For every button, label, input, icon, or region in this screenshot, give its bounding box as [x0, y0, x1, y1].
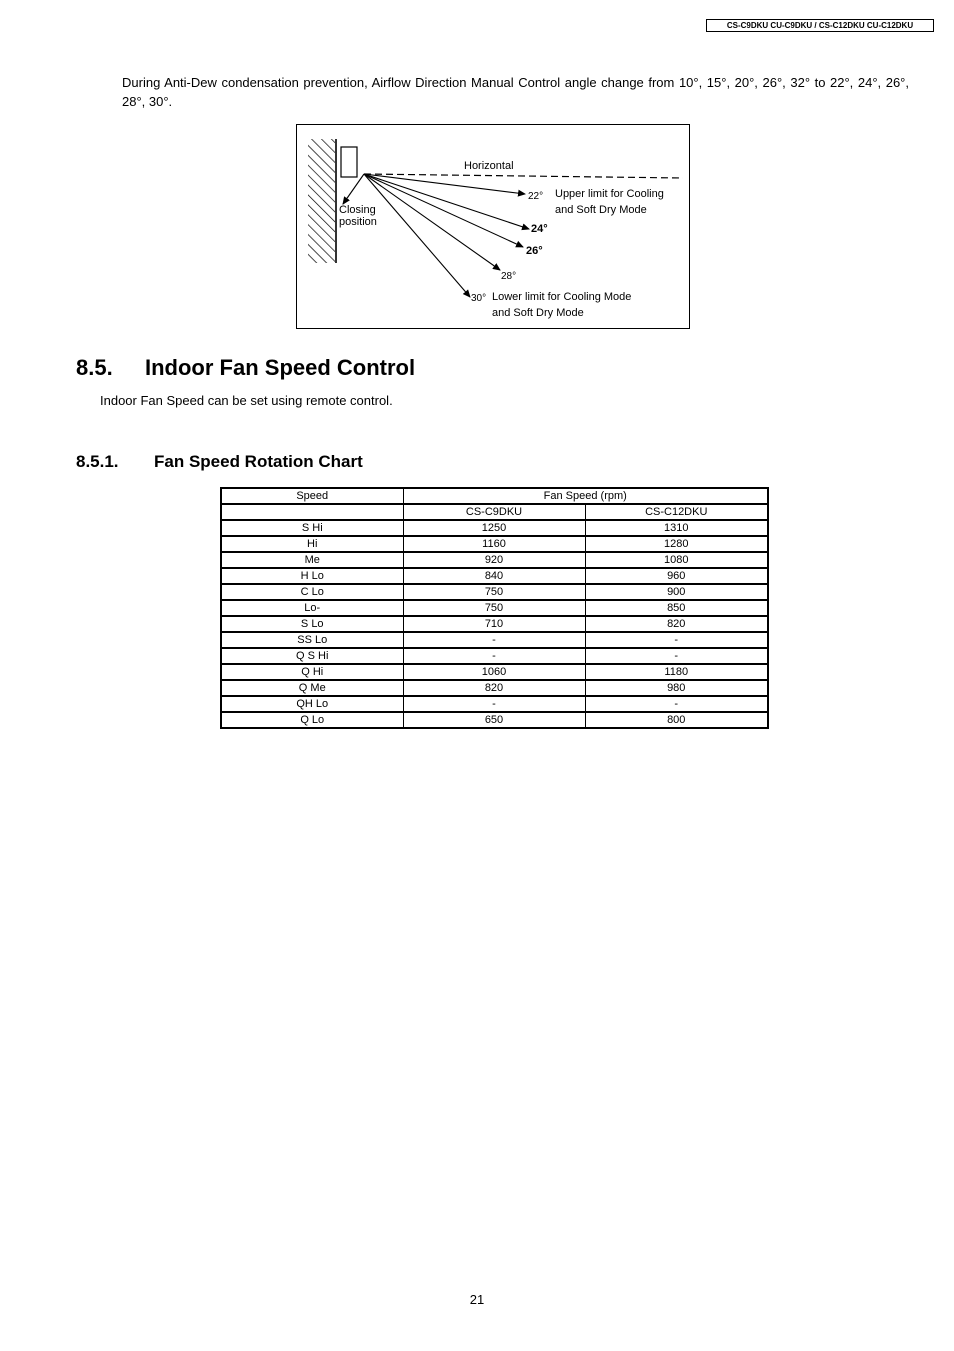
cell-c9dku: 840 — [403, 568, 585, 584]
label-angle-22: 22° — [528, 191, 544, 202]
label-closing-2: position — [339, 216, 377, 228]
header-model-1: CS-C9DKU — [403, 504, 585, 520]
section-description: Indoor Fan Speed can be set using remote control. — [100, 393, 393, 408]
cell-speed: Lo- — [221, 600, 403, 616]
wall-hatching — [308, 139, 335, 263]
subsection-title: Fan Speed Rotation Chart — [154, 452, 363, 471]
cell-c12dku: 1080 — [585, 552, 768, 568]
table-row — [221, 600, 768, 616]
horizontal-line — [364, 174, 683, 178]
label-closing-1: Closing — [339, 204, 376, 216]
intro-paragraph: During Anti-Dew condensation prevention, Airflow Direction Manual Control angle change from 10°, 15°, 20°, 26°, 32° to 22°, 24°, 26°, 28°, 30°. — [122, 75, 909, 109]
cell-c12dku: 800 — [585, 712, 768, 728]
cell-c9dku: 1060 — [403, 664, 585, 680]
cell-c12dku: 1310 — [585, 520, 768, 536]
section-title: Indoor Fan Speed Control — [145, 355, 416, 380]
cell-c12dku: 1280 — [585, 536, 768, 552]
table-row — [221, 536, 768, 552]
cell-speed: Q Hi — [221, 664, 403, 680]
label-upper-2: and Soft Dry Mode — [555, 204, 647, 216]
cell-speed: C Lo — [221, 584, 403, 600]
cell-c9dku: 820 — [403, 680, 585, 696]
subsection-number: 8.5.1. — [76, 452, 119, 471]
cell-c9dku: - — [403, 648, 585, 664]
table-header-row — [221, 488, 768, 504]
table-row — [221, 664, 768, 680]
cell-c9dku: - — [403, 696, 585, 712]
cell-c12dku: 900 — [585, 584, 768, 600]
table-row — [221, 616, 768, 632]
table-row — [221, 568, 768, 584]
cell-speed: S Hi — [221, 520, 403, 536]
table-row — [221, 552, 768, 568]
model-header: CS-C9DKU CU-C9DKU / CS-C12DKU CU-C12DKU — [706, 19, 934, 32]
table-row — [221, 520, 768, 536]
cell-speed: Q Me — [221, 680, 403, 696]
section-number: 8.5. — [76, 355, 113, 380]
label-lower-1: Lower limit for Cooling Mode — [492, 291, 632, 303]
cell-c9dku: 920 — [403, 552, 585, 568]
label-angle-26: 26° — [526, 245, 543, 257]
cell-c9dku: 710 — [403, 616, 585, 632]
subsection-heading — [76, 451, 363, 473]
cell-c12dku: 960 — [585, 568, 768, 584]
cell-c9dku: 750 — [403, 584, 585, 600]
table-model-row — [221, 504, 768, 520]
cell-speed: QH Lo — [221, 696, 403, 712]
cell-speed: Q S Hi — [221, 648, 403, 664]
header-model-2: CS-C12DKU — [585, 504, 768, 520]
label-angle-28: 28° — [501, 271, 517, 282]
table-row — [221, 648, 768, 664]
cell-speed: Me — [221, 552, 403, 568]
page-number: 21 — [469, 1292, 485, 1307]
arrow-30 — [364, 174, 470, 297]
cell-c9dku: 1160 — [403, 536, 585, 552]
cell-c12dku: - — [585, 632, 768, 648]
cell-c12dku: 820 — [585, 616, 768, 632]
header-speed: Speed — [221, 488, 403, 504]
label-angle-30: 30° — [471, 293, 487, 304]
arrow-24 — [364, 174, 529, 229]
table-row — [221, 712, 768, 728]
cell-c12dku: 850 — [585, 600, 768, 616]
cell-speed: Q Lo — [221, 712, 403, 728]
cell-c9dku: 650 — [403, 712, 585, 728]
cell-c9dku: 750 — [403, 600, 585, 616]
section-heading — [76, 354, 415, 382]
table-row — [221, 680, 768, 696]
label-lower-2: and Soft Dry Mode — [492, 307, 584, 319]
header-blank — [221, 504, 403, 520]
airflow-direction-diagram — [296, 124, 690, 329]
cell-c12dku: 980 — [585, 680, 768, 696]
cell-speed: SS Lo — [221, 632, 403, 648]
cell-c12dku: - — [585, 648, 768, 664]
header-fan-speed: Fan Speed (rpm) — [403, 488, 768, 504]
table-row — [221, 632, 768, 648]
cell-c12dku: 1180 — [585, 664, 768, 680]
cell-speed: Hi — [221, 536, 403, 552]
cell-c12dku: - — [585, 696, 768, 712]
louver — [341, 147, 357, 177]
label-angle-24: 24° — [531, 223, 548, 235]
cell-c9dku: 1250 — [403, 520, 585, 536]
fan-speed-table — [220, 487, 769, 729]
cell-c9dku: - — [403, 632, 585, 648]
table-row — [221, 696, 768, 712]
label-upper-1: Upper limit for Cooling — [555, 188, 664, 200]
cell-speed: H Lo — [221, 568, 403, 584]
arrow-closing — [343, 174, 364, 204]
label-horizontal: Horizontal — [464, 160, 514, 172]
table-row — [221, 584, 768, 600]
arrow-26 — [364, 174, 523, 247]
cell-speed: S Lo — [221, 616, 403, 632]
